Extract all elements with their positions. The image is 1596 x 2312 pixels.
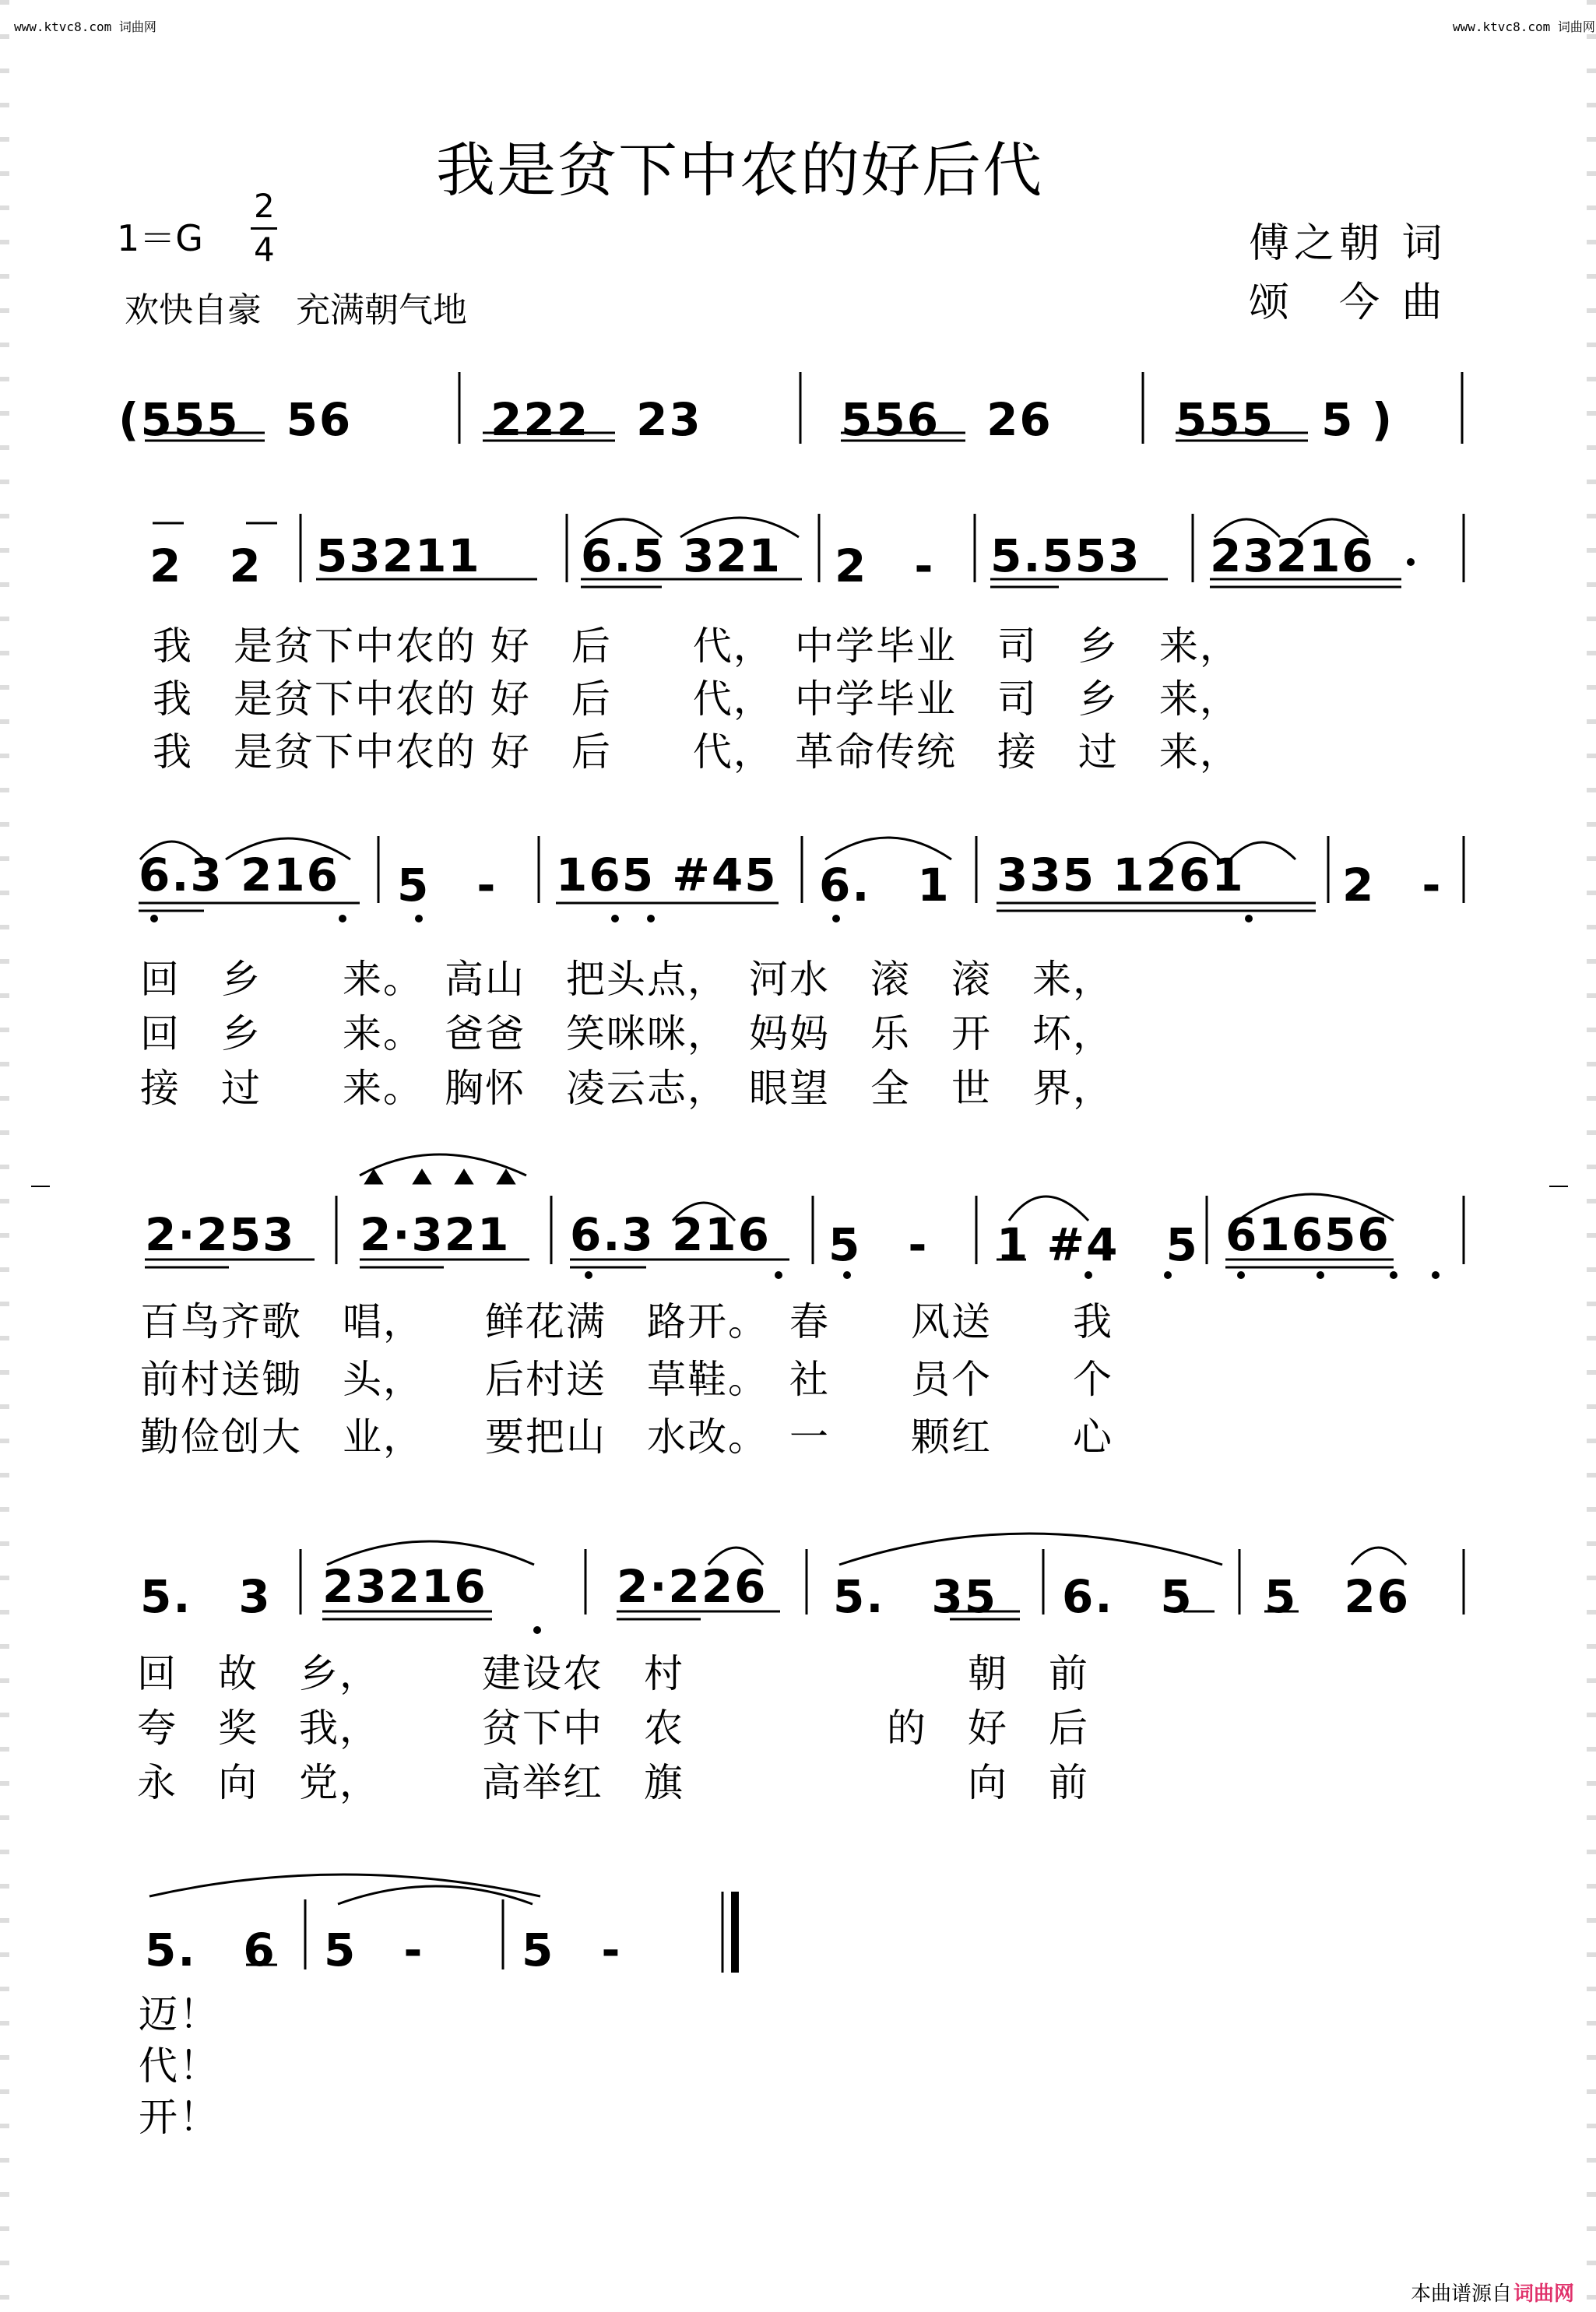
- row2-measure-5: 5.553: [990, 529, 1141, 582]
- row4-lyric-verse-3: 勤俭创大 业， 要把山 水改。 一 颗红 心: [140, 1414, 1113, 1460]
- row5-measure-3: 2·226: [617, 1560, 768, 1613]
- tempo-marking: 欢快自豪 充满朝气地: [125, 290, 467, 330]
- row3-measure-4: 6. 1: [819, 859, 951, 912]
- row6-measure-2: 5 -: [324, 1924, 424, 1976]
- watermark-left: www.ktvc8.com 词曲网: [14, 19, 156, 34]
- row3-lyric-verse-2: 回 乡 来。 爸爸 笑咪咪， 妈妈 乐 开 坏，: [140, 1011, 1113, 1056]
- row3-lyric-verse-1: 回 乡 来。 高山 把头点， 河水 滚 滚 来，: [140, 957, 1113, 1002]
- row3-measure-5: 335 1261: [997, 849, 1245, 901]
- right-border-pattern: [1587, 0, 1596, 2312]
- row5-measure-2: 23216: [322, 1560, 487, 1613]
- row2-measure-1: 2 2: [149, 539, 262, 592]
- row4-measure-3: 6.3 216: [570, 1208, 772, 1261]
- row4-measure-1: 2·253: [145, 1208, 296, 1261]
- row2-measure-6: 23216: [1210, 529, 1375, 582]
- time-signature-top: 2: [254, 187, 275, 225]
- intro-measure-3: 556 26: [841, 393, 1053, 446]
- row6-lyric-verse-2: 代！: [139, 2043, 220, 2089]
- row5-measure-4: 5. 35: [833, 1570, 998, 1623]
- lyricist-credit: 傅之朝 词: [1249, 220, 1447, 267]
- row5-measure-6: 5 26: [1264, 1570, 1411, 1623]
- row4-lyric-verse-2: 前村送锄 头， 后村送 草鞋。 社 员个 个: [140, 1357, 1113, 1402]
- row2-measure-4: 2 -: [835, 539, 935, 592]
- composer-credit: 颂 今 曲: [1249, 279, 1447, 326]
- row5-lyric-verse-2: 夸 奖 我， 贫下中 农 的 好 后: [137, 1706, 1089, 1751]
- row3-measure-2: 5 -: [397, 859, 497, 912]
- footer-source-brand[interactable]: 词曲网: [1513, 2282, 1575, 2306]
- row5-measure-1: 5. 3: [140, 1570, 272, 1623]
- time-signature-bar: [251, 227, 277, 230]
- row2-lyric-verse-2: 我 是贫下中农的 好 后 代， 中学毕业 司 乡 来，: [153, 676, 1240, 722]
- row4-measure-4: 5 -: [828, 1218, 929, 1271]
- row6-measure-3: 5 -: [522, 1924, 622, 1976]
- row2-measure-3: 6.5 321: [581, 529, 782, 582]
- row4-measure-6: 61656: [1225, 1208, 1390, 1261]
- row4-measure-2: 2·321: [360, 1208, 511, 1261]
- row5-lyric-verse-3: 永 向 党， 高举红 旗 向 前: [137, 1760, 1089, 1805]
- watermark-right: www.ktvc8.com 词曲网: [1453, 19, 1595, 34]
- song-title: 我是贫下中农的好后代: [436, 135, 1043, 205]
- row2-measure-2: 53211: [316, 529, 481, 582]
- row5-measure-5: 6. 5: [1062, 1570, 1193, 1623]
- intro-measure-1: (555 56: [118, 393, 353, 446]
- footer-source-label: 本曲谱源自: [1411, 2282, 1513, 2306]
- row3-lyric-verse-3: 接 过 来。 胸怀 凌云志， 眼望 全 世 界，: [140, 1066, 1113, 1111]
- row6-lyric-verse-1: 迈！: [139, 1992, 220, 2037]
- key-signature: 1＝G: [117, 217, 203, 259]
- row4-lyric-verse-1: 百鸟齐歌 唱， 鲜花满 路开。 春 风送 我: [140, 1299, 1113, 1344]
- row5-lyric-verse-1: 回 故 乡， 建设农 村 朝 前: [137, 1651, 1089, 1696]
- time-signature-bottom: 4: [254, 230, 275, 269]
- row3-measure-3: 165 #45: [556, 849, 778, 901]
- row2-lyric-verse-1: 我 是贫下中农的 好 后 代， 中学毕业 司 乡 来，: [153, 624, 1240, 669]
- row6-measure-1: 5. 6: [145, 1924, 276, 1976]
- row2-lyric-verse-3: 我 是贫下中农的 好 后 代， 革命传统 接 过 来，: [153, 729, 1240, 775]
- row6-lyric-verse-3: 开！: [139, 2095, 220, 2140]
- intro-measure-4: 555 5 ): [1176, 393, 1394, 446]
- intro-measure-2: 222 23: [490, 393, 702, 446]
- row3-measure-1: 6.3 216: [139, 849, 340, 901]
- row4-measure-5: 1 #4 5: [997, 1218, 1199, 1271]
- row3-measure-6: 2 -: [1342, 859, 1443, 912]
- left-border-pattern: [0, 0, 9, 2312]
